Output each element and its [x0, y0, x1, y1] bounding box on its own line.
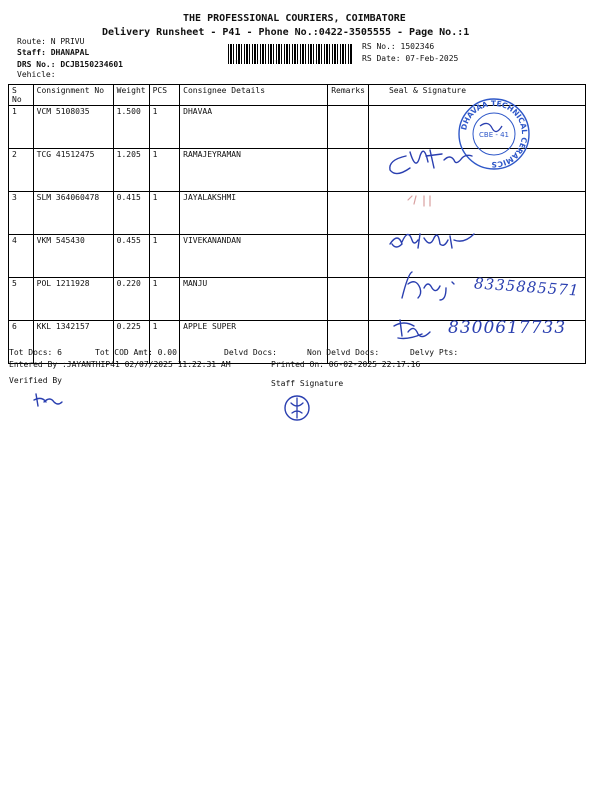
signature-row4-icon	[384, 226, 484, 258]
route-label: Route: N PRIVU	[17, 37, 85, 46]
cell-pcs: 1	[149, 149, 180, 192]
stamp-ring-text: DHAVAA TECHNICAL CERAMICS	[459, 98, 530, 170]
header-seal: Seal & Signature	[368, 85, 585, 106]
signature-row3-icon	[402, 190, 442, 212]
cell-remarks	[328, 235, 369, 278]
cell-weight: 1.205	[113, 149, 149, 192]
cell-remarks	[328, 192, 369, 235]
cell-pcs: 1	[149, 321, 180, 364]
printed-on: Printed On: 06-02-2025 22:17:16	[271, 360, 421, 369]
header-consignment: Consignment No	[33, 85, 113, 106]
cell-consignment: SLM 364060478	[33, 192, 113, 235]
cell-pcs: 1	[149, 235, 180, 278]
table-row	[9, 235, 586, 278]
cell-weight: 1.500	[113, 106, 149, 149]
handwritten-phone-row5: 8335885571	[473, 274, 580, 300]
runsheet-title: Delivery Runsheet - P41 - Phone No.:0422-3505555 - Page No.:1	[102, 27, 470, 38]
cell-weight: 0.455	[113, 235, 149, 278]
total-docs: Tot Docs: 6	[9, 348, 62, 357]
company-title: THE PROFESSIONAL COURIERS, COIMBATORE	[183, 13, 406, 24]
cell-consignee: VIVEKANANDAN	[180, 235, 328, 278]
cell-consignee: RAMAJEYRAMAN	[180, 149, 328, 192]
header-weight: Weight	[113, 85, 149, 106]
vehicle-label: Vehicle:	[17, 70, 56, 79]
handwritten-phone-row6: 8300617733	[448, 318, 567, 338]
cell-consignee: DHAVAA	[180, 106, 328, 149]
cell-pcs: 1	[149, 278, 180, 321]
header-sno: S No	[9, 85, 34, 106]
cell-weight: 0.225	[113, 321, 149, 364]
verified-signature-icon	[30, 390, 64, 410]
cell-sno: 1	[9, 106, 34, 149]
cell-consignment: TCG 41512475	[33, 149, 113, 192]
delivery-points: Delvy Pts:	[410, 348, 459, 357]
cell-remarks	[328, 321, 369, 364]
cell-sno: 6	[9, 321, 34, 364]
cell-sno: 4	[9, 235, 34, 278]
drs-number: DRS No.: DCJB150234601	[17, 60, 123, 69]
cell-consignment: VCM 5108035	[33, 106, 113, 149]
non-delivered-docs: Non Delvd Docs:	[307, 348, 380, 357]
rs-date: RS Date: 07-Feb-2025	[362, 54, 459, 63]
barcode	[228, 44, 353, 64]
cell-consignee: APPLE SUPER	[180, 321, 328, 364]
header-remarks: Remarks	[328, 85, 369, 106]
staff-label: Staff: DHANAPAL	[17, 48, 90, 57]
cell-sno: 2	[9, 149, 34, 192]
header-pcs: PCS	[149, 85, 180, 106]
cell-weight: 0.415	[113, 192, 149, 235]
cell-sno: 3	[9, 192, 34, 235]
header-consignee: Consignee Details	[180, 85, 328, 106]
cell-remarks	[328, 278, 369, 321]
cell-weight: 0.220	[113, 278, 149, 321]
staff-signature-label: Staff Signature	[271, 379, 344, 388]
cell-consignee: MANJU	[180, 278, 328, 321]
cell-pcs: 1	[149, 106, 180, 149]
table-row	[9, 192, 586, 235]
cell-consignee: JAYALAKSHMI	[180, 192, 328, 235]
cell-remarks	[328, 149, 369, 192]
signature-row5-icon	[396, 268, 466, 302]
total-cod-amount: Tot COD Amt: 0.00	[95, 348, 177, 357]
stamp-center-text: CBE - 41	[479, 131, 509, 139]
cell-consignment: KKL 1342157	[33, 321, 113, 364]
cell-pcs: 1	[149, 192, 180, 235]
rs-number: RS No.: 1502346	[362, 42, 435, 51]
verified-by-label: Verified By	[9, 376, 62, 385]
cell-consignment: VKM 545430	[33, 235, 113, 278]
entered-by: Entered By :JAYANTHIP41 02/07/2025 11:22:31 AM	[9, 360, 231, 369]
signature-row2-icon	[386, 142, 476, 182]
cell-sno: 5	[9, 278, 34, 321]
cell-consignment: POL 1211928	[33, 278, 113, 321]
delivered-docs: Delvd Docs:	[224, 348, 277, 357]
staff-signature-icon	[282, 393, 312, 423]
signature-row6-icon	[390, 314, 438, 346]
cell-remarks	[328, 106, 369, 149]
